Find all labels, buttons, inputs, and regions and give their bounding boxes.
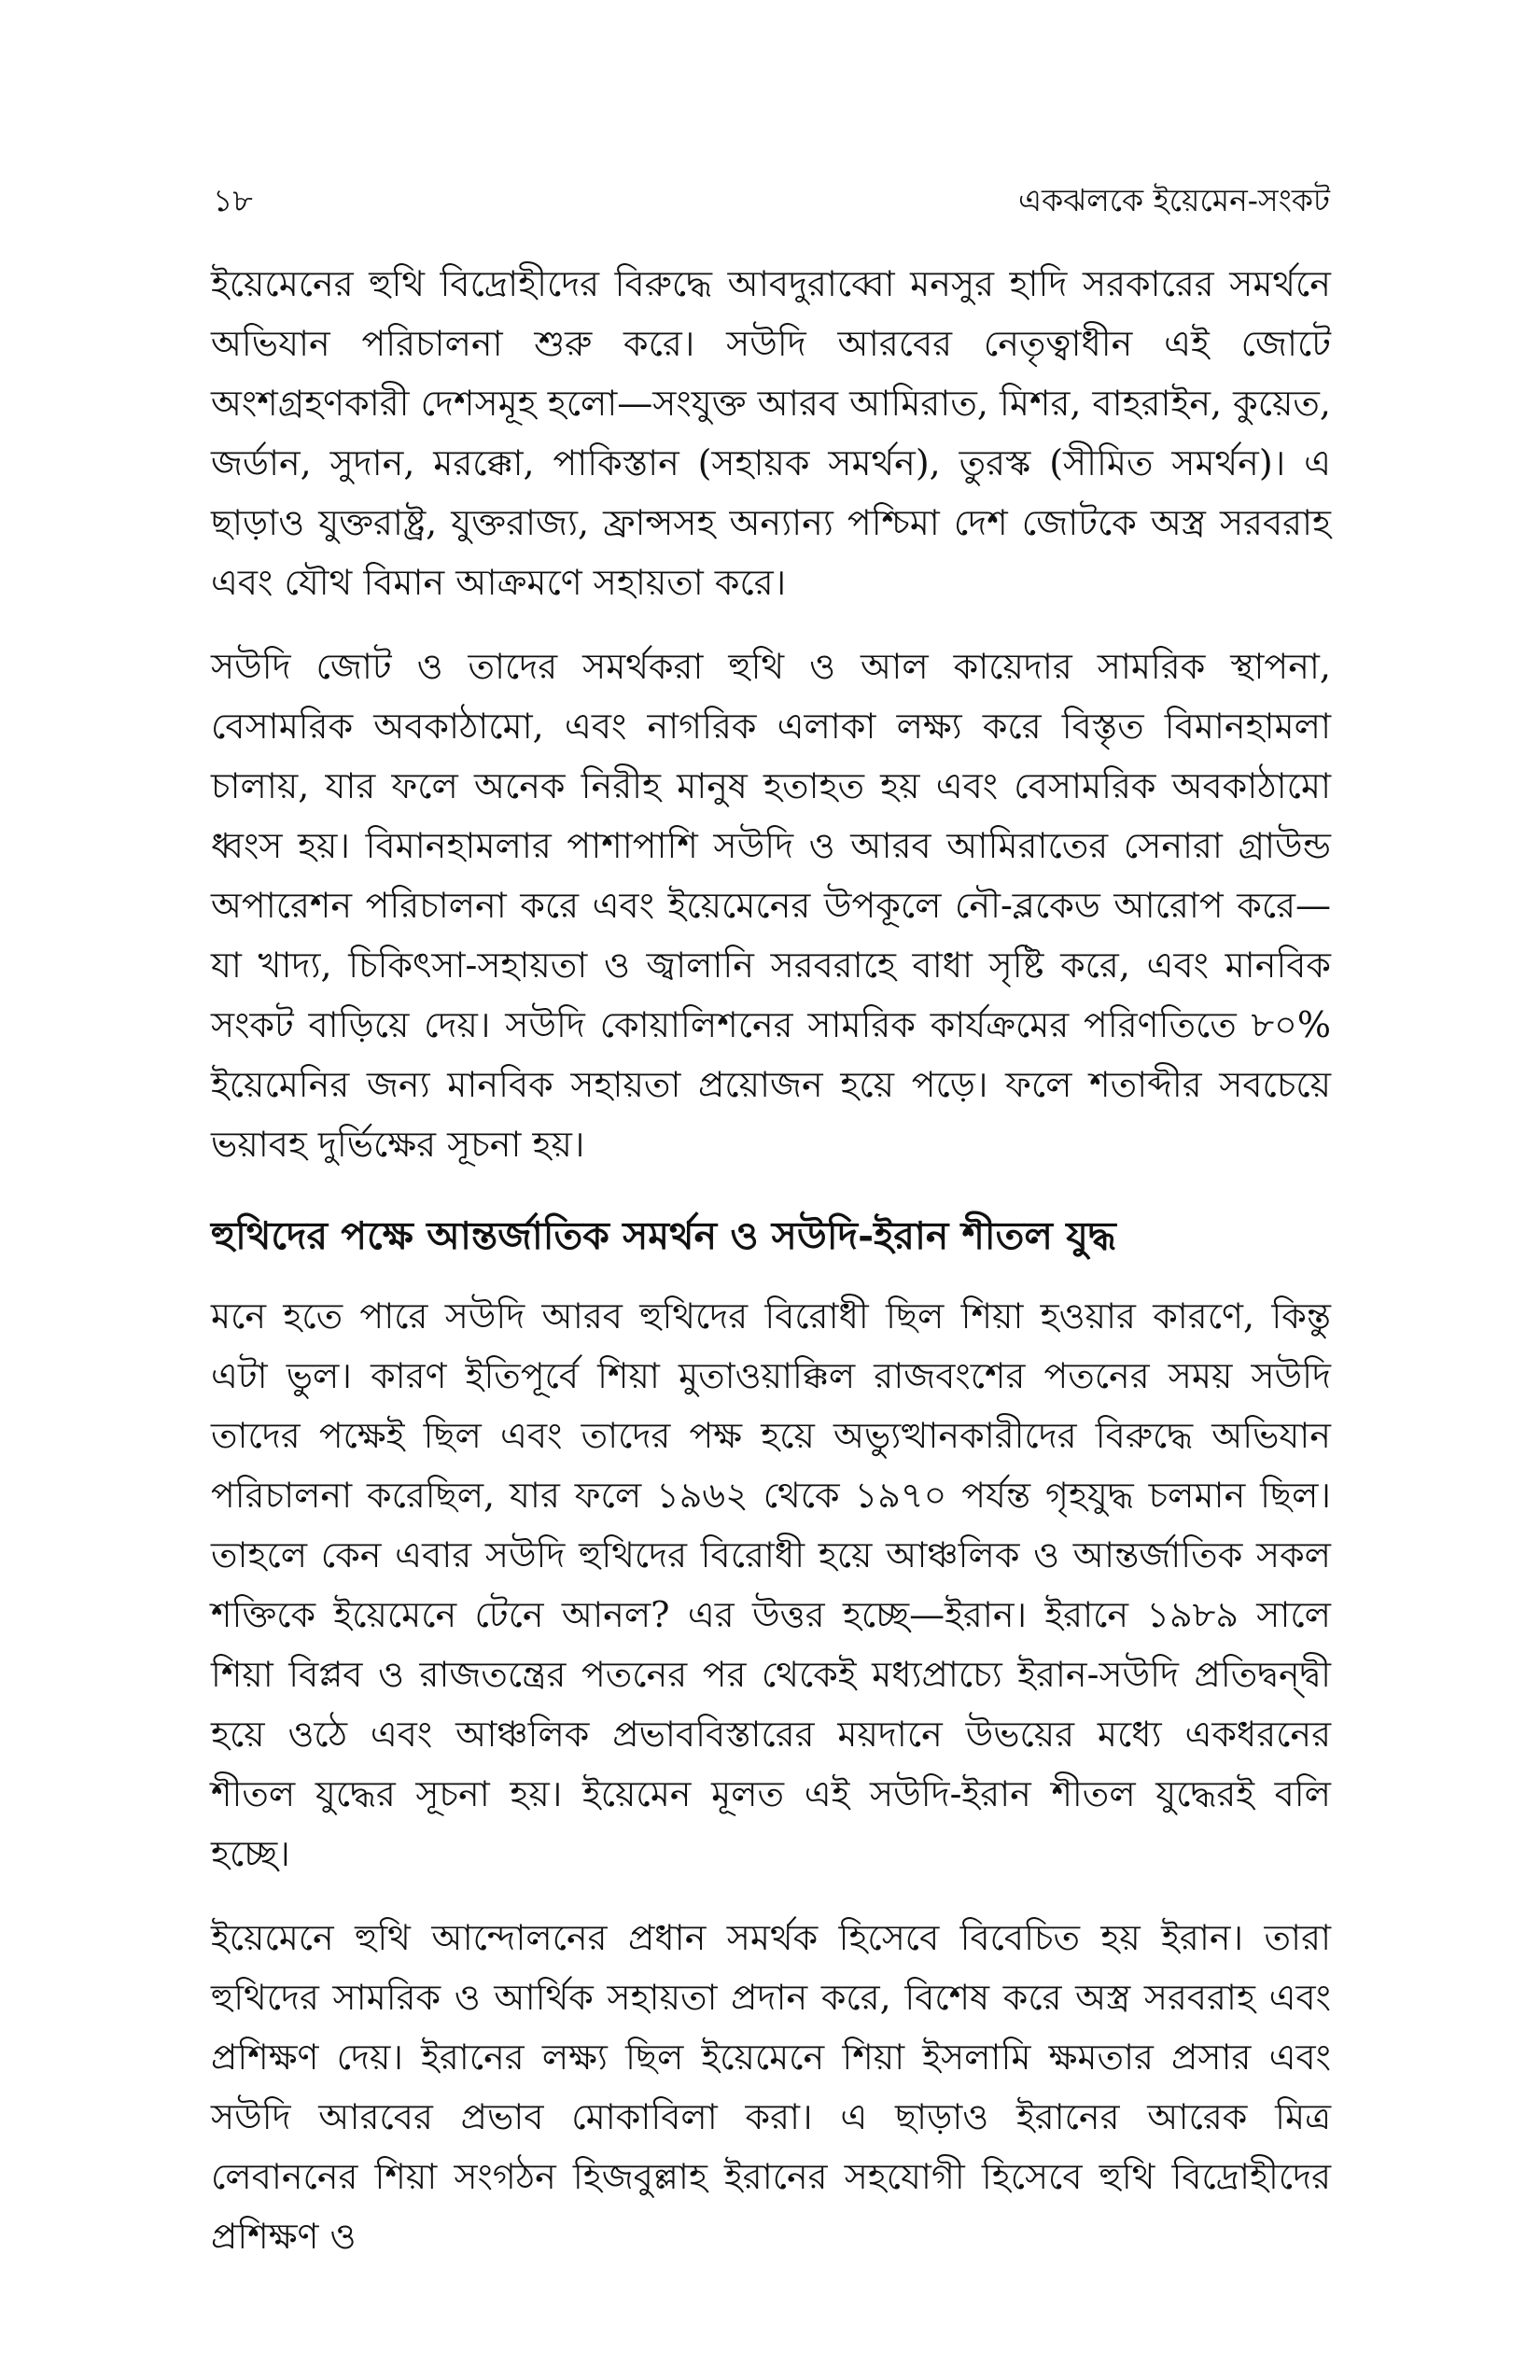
page-number: ১৮: [213, 182, 253, 218]
paragraph: মনে হতে পারে সউদি আরব হুথিদের বিরোধী ছিল শিয়া হওয়ার কারণে, কিন্তু এটা ভুল। কারণ ইতিপূর্বে শিয়া মুতাওয়াক্কিল রাজবংশের পতনের সময় সউদি তাদের পক্ষেই ছিল এবং তাদের পক্ষ হয়ে অভ্যুত্থানকারীদের বিরুদ্ধে অভিযান পরিচালনা করেছিল, যার ফলে ১৯৬২ থেকে ১৯৭০ পর্যন্ত গৃহযুদ্ধ চলমান ছিল। তাহলে কেন এবার সউদি হুথিদের বিরোধী হয়ে আঞ্চলিক ও আন্তর্জাতিক সকল শক্তিকে ইয়েমেনে টেনে আনল? এর উত্তর হচ্ছে—ইরান। ইরানে ১৯৮৯ সালে শিয়া বিপ্লব ও রাজতন্ত্রের পতনের পর থেকেই মধ্যপ্রাচ্যে ইরান-সউদি প্রতিদ্বন্দ্বী হয়ে ওঠে এবং আঞ্চলিক প্রভাববিস্তারের ময়দানে উভয়ের মধ্যে একধরনের শীতল যুদ্ধের সূচনা হয়। ইয়েমেন মূলত এই সউদি-ইরান শীতল যুদ্ধেরই বলি হচ্ছে।: [211, 1295, 1331, 1874]
book-title: একঝলকে ইয়েমেন-সংকট: [1018, 182, 1330, 218]
paragraph: সউদি জোট ও তাদের সমর্থকরা হুথি ও আল কায়েদার সামরিক স্থাপনা, বেসামরিক অবকাঠামো, এবং নাগরিক এলাকা লক্ষ্য করে বিস্তৃত বিমানহামলা চালায়, যার ফলে অনেক নিরীহ মানুষ হতাহত হয় এবং বেসামরিক অবকাঠামো ধ্বংস হয়। বিমানহামলার পাশাপাশি সউদি ও আরব আমিরাতের সেনারা গ্রাউন্ড অপারেশন পরিচালনা করে এবং ইয়েমেনের উপকূলে নৌ-ব্লকেড আরোপ করে—যা খাদ্য, চিকিৎসা-সহায়তা ও জ্বালানি সরবরাহে বাধা সৃষ্টি করে, এবং মানবিক সংকট বাড়িয়ে দেয়। সউদি কোয়ালিশনের সামরিক কার্যক্রমের পরিণতিতে ৮০% ইয়েমেনির জন্য মানবিক সহায়তা প্রয়োজন হয়ে পড়ে। ফলে শতাব্দীর সবচেয়ে ভয়াবহ দুর্ভিক্ষের সূচনা হয়।: [211, 646, 1331, 1165]
paragraph: ইয়েমেনে হুথি আন্দোলনের প্রধান সমর্থক হিসেবে বিবেচিত হয় ইরান। তারা হুথিদের সামরিক ও আর্থিক সহায়তা প্রদান করে, বিশেষ করে অস্ত্র সরবরাহ এবং প্রশিক্ষণ দেয়। ইরানের লক্ষ্য ছিল ইয়েমেনে শিয়া ইসলামি ক্ষমতার প্রসার এবং সউদি আরবের প্রভাব মোকাবিলা করা। এ ছাড়াও ইরানের আরেক মিত্র লেবাননের শিয়া সংগঠন হিজবুল্লাহ ইরানের সহযোগী হিসেবে হুথি বিদ্রোহীদের প্রশিক্ষণ ও: [211, 1917, 1331, 2257]
running-header: [213, 177, 1330, 224]
section-heading: হুথিদের পক্ষে আন্তর্জাতিক সমর্থন ও সউদি-ইরান শীতল যুদ্ধ: [211, 1213, 1116, 1258]
page-body: [211, 254, 1331, 2290]
paragraph: ইয়েমেনের হুথি বিদ্রোহীদের বিরুদ্ধে আবদুরাব্বো মনসুর হাদি সরকারের সমর্থনে অভিযান পরিচালনা শুরু করে। সউদি আরবের নেতৃত্বাধীন এই জোটে অংশগ্রহণকারী দেশসমূহ হলো—সংযুক্ত আরব আমিরাত, মিশর, বাহরাইন, কুয়েত, জর্ডান, সুদান, মরক্কো, পাকিস্তান (সহায়ক সমর্থন), তুরস্ক (সীমিত সমর্থন)। এ ছাড়াও যুক্তরাষ্ট্র, যুক্তরাজ্য, ফ্রান্সসহ অন্যান্য পশ্চিমা দেশ জোটকে অস্ত্র সরবরাহ এবং যৌথ বিমান আক্রমণে সহায়তা করে।: [211, 263, 1331, 603]
